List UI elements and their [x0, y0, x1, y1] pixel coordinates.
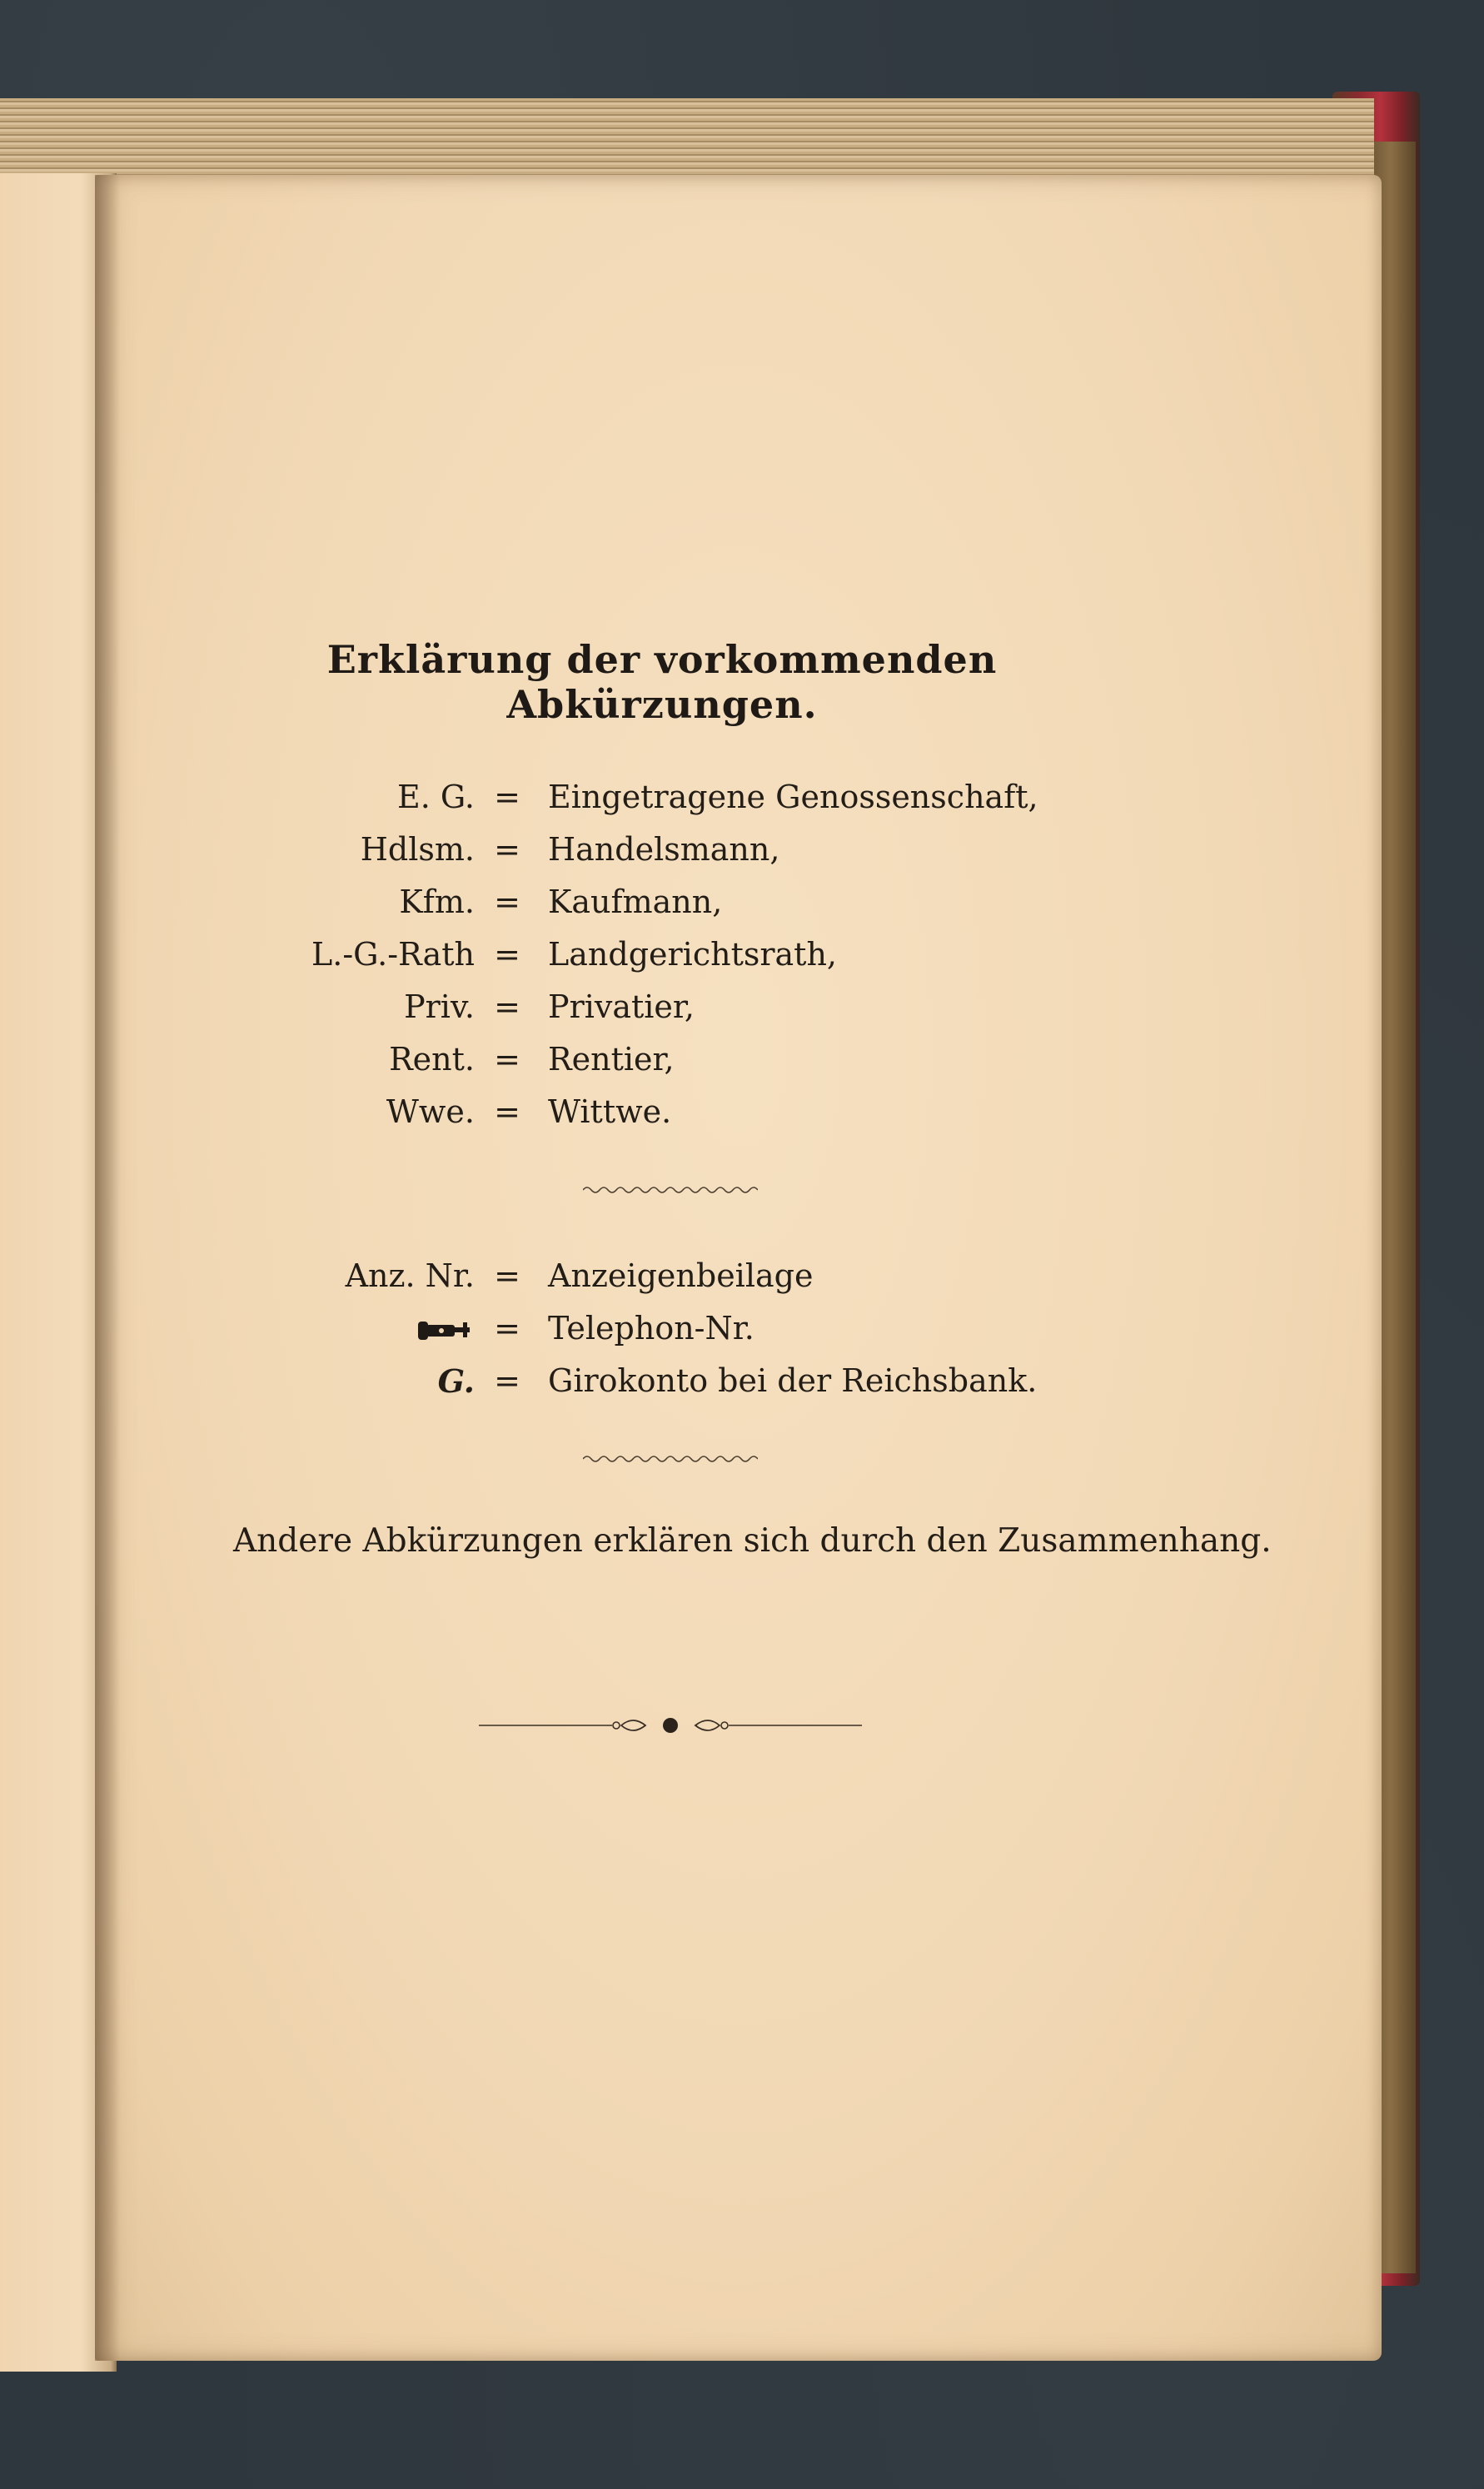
abbreviation-meaning: Landgerichtsrath,: [548, 936, 837, 973]
equals-sign: =: [494, 884, 520, 920]
abbreviation-meaning: Anzeigenbeilage: [548, 1257, 814, 1294]
abbreviation-meaning: Telephon-Nr.: [548, 1310, 754, 1347]
abbreviation-row: [0, 1362, 1484, 1409]
abbreviation-meaning: Kaufmann,: [548, 884, 723, 920]
wavy-divider: [583, 1453, 758, 1465]
abbreviation-meaning: Wittwe.: [548, 1093, 672, 1130]
equals-sign: =: [494, 779, 520, 815]
abbreviation-row: [0, 1093, 1484, 1140]
abbreviation-row: [0, 988, 1484, 1035]
abbreviation-row: [0, 779, 1484, 825]
abbreviation: Wwe.: [386, 1093, 475, 1130]
abbreviation: Rent.: [389, 1041, 475, 1078]
page-title: Erklärung der vorkommenden Abkürzungen.: [326, 637, 998, 727]
closing-note: Andere Abkürzungen erklären sich durch den Zusammenhang.: [233, 1522, 1272, 1560]
equals-sign: =: [494, 1257, 520, 1294]
abbreviation: L.-G.-Rath: [311, 936, 475, 973]
abbreviation: [416, 1310, 475, 1347]
abbreviation-row: [0, 1310, 1484, 1357]
abbreviation-row: [0, 1041, 1484, 1088]
abbreviation-row: [0, 936, 1484, 983]
abbreviation-meaning: Girokonto bei der Reichsbank.: [548, 1362, 1038, 1399]
abbreviation-row: [0, 1257, 1484, 1304]
abbreviation-meaning: Eingetragene Genossenschaft,: [548, 779, 1038, 815]
equals-sign: =: [494, 1041, 520, 1078]
equals-sign: =: [494, 1310, 520, 1347]
equals-sign: =: [494, 1362, 520, 1399]
abbreviation: Priv.: [404, 988, 475, 1025]
equals-sign: =: [494, 1093, 520, 1130]
equals-sign: =: [494, 831, 520, 868]
abbreviation-row: [0, 831, 1484, 878]
telephone-icon: [416, 1315, 475, 1345]
abbreviation: Kfm.: [399, 884, 475, 920]
abbreviation: G.: [437, 1362, 475, 1400]
abbreviation-meaning: Privatier,: [548, 988, 695, 1025]
abbreviation: Hdlsm.: [360, 831, 475, 868]
ornament-divider: [475, 1709, 866, 1742]
abbreviation: Anz. Nr.: [345, 1257, 475, 1294]
abbreviation: E. G.: [397, 779, 475, 815]
equals-sign: =: [494, 988, 520, 1025]
equals-sign: =: [494, 936, 520, 973]
abbreviation-row: [0, 884, 1484, 930]
abbreviation-meaning: Handelsmann,: [548, 831, 780, 868]
abbreviation-meaning: Rentier,: [548, 1041, 675, 1078]
wavy-divider: [583, 1184, 758, 1196]
page-edges: [0, 98, 1374, 182]
